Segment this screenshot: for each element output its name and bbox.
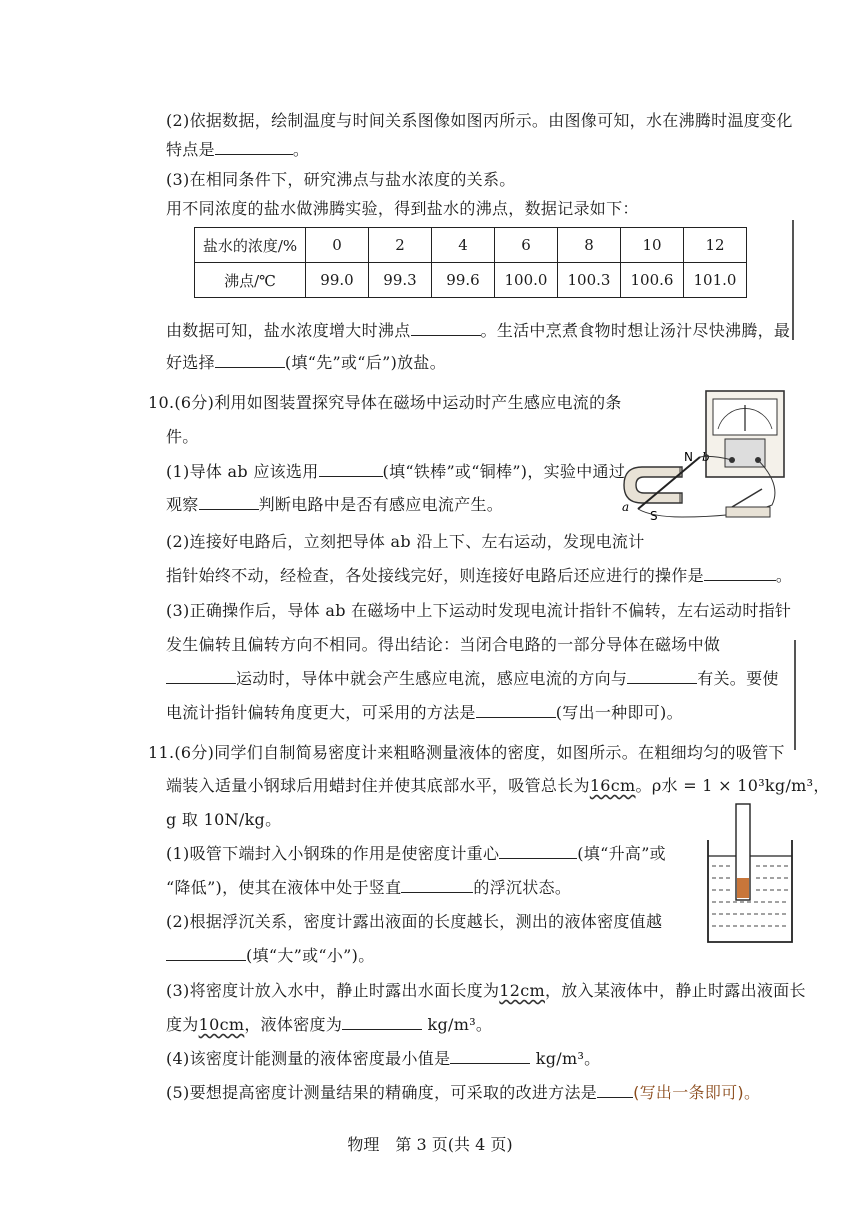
table-row-concentration	[195, 228, 747, 263]
scan-edge-mark	[794, 640, 796, 750]
table-cell: 100.6	[621, 263, 684, 298]
table-cell: 99.0	[306, 263, 369, 298]
q11-part1-line1: (1)吸管下端封入小钢珠的作用是使密度计重心 (填“升高”或	[166, 844, 666, 863]
switch	[726, 489, 770, 517]
q9-conclusion-line2: 好选择 (填“先”或“后”)放盐。	[166, 353, 447, 372]
q11-stem-line2: 端装入适量小钢球后用蜡封住并使其底部水平，吸管总长为16cm。ρ水 = 1 × 10³kg/m³，	[166, 776, 830, 795]
label-s: S	[650, 509, 658, 523]
table-cell: 99.3	[369, 263, 432, 298]
answer-blank[interactable]	[215, 140, 293, 155]
q11-part3-line1: (3)将密度计放入水中，静止时露出水面长度为12cm，放入某液体中，静止时露出液面长	[166, 981, 806, 1000]
table-cell: 2	[369, 228, 432, 263]
q11-part2-line1: (2)根据浮沉关系，密度计露出液面的长度越长，测出的液体密度值越	[166, 912, 663, 931]
q11-stem-line1: 11.(6分)同学们自制简易密度计来粗略测量液体的密度，如图所示。在粗细均匀的吸管下	[148, 743, 785, 762]
answer-blank[interactable]	[476, 703, 556, 718]
hydrometer-figure	[704, 800, 796, 948]
table-cell: 10	[621, 228, 684, 263]
answer-blank[interactable]	[319, 462, 383, 477]
answer-blank[interactable]	[411, 321, 481, 336]
table-cell: 101.0	[684, 263, 747, 298]
water-length-mark: 12cm	[499, 981, 545, 1000]
label-n: N	[684, 450, 693, 464]
galvanometer	[706, 391, 784, 477]
table-cell: 4	[432, 228, 495, 263]
answer-blank[interactable]	[450, 1049, 530, 1064]
answer-blank[interactable]	[342, 1015, 422, 1030]
table-row-boiling-point	[195, 263, 747, 298]
tube-length-mark: 16cm	[589, 776, 636, 795]
hydrometer-tube	[736, 804, 750, 900]
table-cell: 6	[495, 228, 558, 263]
q11-part3-line2: 度为10cm，液体密度为 kg/m³。	[166, 1015, 493, 1034]
induction-apparatus-figure	[622, 385, 802, 525]
label-a: a	[622, 500, 630, 514]
answer-blank[interactable]	[704, 566, 776, 581]
q10-part2-line2: 指针始终不动，经检查，各处接线完好，则连接好电路后还应进行的操作是 。	[166, 566, 793, 585]
q10-part3-line2: 发生偏转且偏转方向不相同。得出结论：当闭合电路的一部分导体在磁场中做	[166, 635, 721, 654]
answer-blank[interactable]	[499, 844, 577, 859]
q11-part2-line2: (填“大”或“小”)。	[166, 943, 375, 966]
q11-part1-line2: “降低”)，使其在液体中处于竖直 的浮沉状态。	[166, 878, 572, 897]
salt-water-table	[194, 227, 747, 298]
q9-part3-line2: 用不同浓度的盐水做沸腾实验，得到盐水的沸点，数据记录如下：	[166, 199, 639, 218]
q9-part2-line2: 特点是 。	[166, 140, 310, 159]
q9-part2-line1: (2)依据数据，绘制温度与时间关系图像如图丙所示。由图像可知，水在沸腾时温度变化	[166, 111, 793, 130]
table-header-boiling-point: 沸点/℃	[195, 263, 306, 298]
table-cell: 12	[684, 228, 747, 263]
answer-blank[interactable]	[627, 669, 697, 684]
answer-blank[interactable]	[597, 1083, 633, 1098]
q10-part3-line3: 运动时，导体中就会产生感应电流，感应电流的方向与 有关。要使	[166, 666, 779, 689]
q10-part3-line1: (3)正确操作后，导体 ab 在磁场中上下运动时发现电流计指针不偏转，左右运动时指针	[166, 601, 792, 620]
table-cell: 0	[306, 228, 369, 263]
answer-blank[interactable]	[215, 353, 285, 368]
q9-conclusion-line1: 由数据可知，盐水浓度增大时沸点 。生活中烹煮食物时想让汤汁尽快沸腾，最	[166, 321, 791, 340]
q11-stem-line3: g 取 10N/kg。	[166, 810, 282, 829]
table-cell: 8	[558, 228, 621, 263]
q11-part5: (5)要想提高密度计测量结果的精确度，可采取的改进方法是 (写出一条即可)。	[166, 1083, 761, 1102]
q10-part1-line1: (1)导体 ab 应该选用 (填“铁棒”或“铜棒”)，实验中通过	[166, 462, 626, 481]
q10-part2-line1: (2)连接好电路后，立刻把导体 ab 沿上下、左右运动，发现电流计	[166, 532, 645, 551]
q9-part3-line1: (3)在相同条件下，研究沸点与盐水浓度的关系。	[166, 170, 516, 189]
page-footer: 物理 第 3 页(共 4 页)	[347, 1135, 513, 1154]
answer-blank[interactable]	[166, 669, 236, 684]
q10-stem-line2: 件。	[166, 427, 199, 446]
table-cell: 100.0	[495, 263, 558, 298]
answer-blank[interactable]	[199, 495, 259, 510]
liquid-length-mark: 10cm	[198, 1015, 245, 1034]
q10-stem-line1: 10.(6分)利用如图装置探究导体在磁场中运动时产生感应电流的条	[148, 393, 622, 412]
answer-blank[interactable]	[166, 946, 246, 961]
q10-part3-line4: 电流计指针偏转角度更大，可采用的方法是 (写出一种即可)。	[166, 703, 683, 722]
scan-edge-mark	[792, 220, 794, 340]
q11-part4: (4)该密度计能测量的液体密度最小值是 kg/m³。	[166, 1049, 601, 1068]
answer-blank[interactable]	[401, 878, 473, 893]
q10-part1-line2: 观察 判断电路中是否有感应电流产生。	[166, 495, 504, 514]
label-b: b	[702, 450, 710, 464]
table-cell: 100.3	[558, 263, 621, 298]
table-header-concentration: 盐水的浓度/%	[195, 228, 306, 263]
table-cell: 99.6	[432, 263, 495, 298]
